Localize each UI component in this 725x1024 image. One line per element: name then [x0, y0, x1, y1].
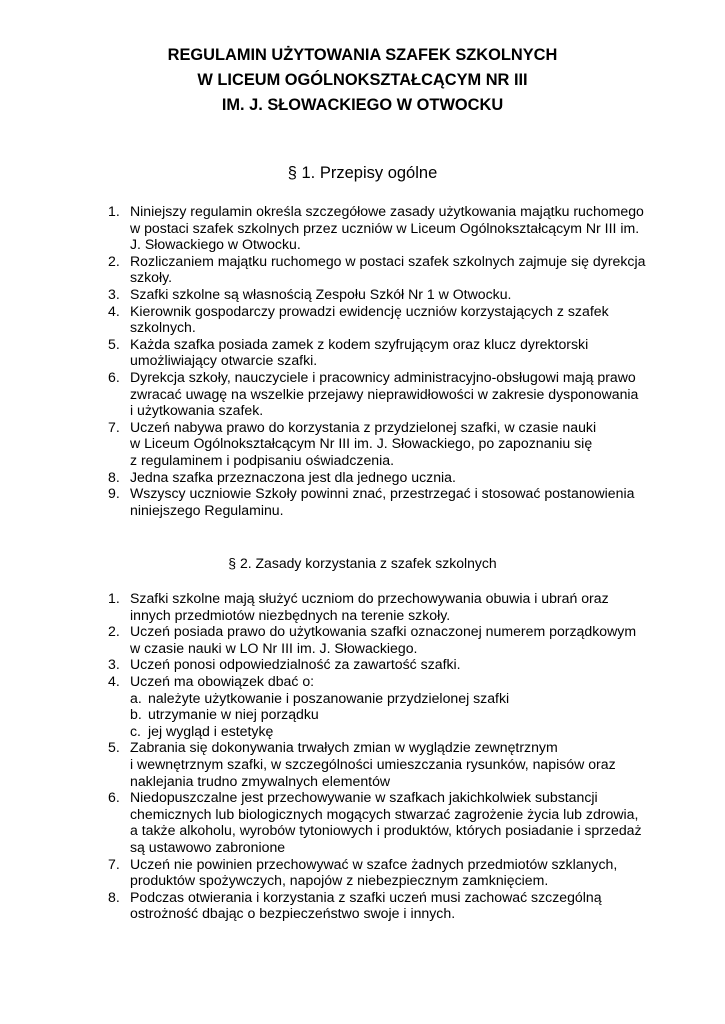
- list-item-text-line: Uczeń nabywa prawo do korzystania z przydzielonej szafki, w czasie nauki: [130, 418, 597, 435]
- list-item-text-line: ostrożność dbając o bezpieczeństwo swoje i innych.: [130, 905, 456, 922]
- list-item: [108, 789, 668, 855]
- section-1-list: [108, 203, 668, 518]
- list-item-number: 4.: [108, 672, 120, 689]
- list-item-number: 4.: [108, 302, 120, 319]
- list-item-text-line: Jedna szafka przeznaczona jest dla jednego ucznia.: [130, 468, 456, 485]
- list-item: [108, 673, 668, 690]
- list-item-number: 8.: [108, 888, 120, 905]
- list-item-text-line: Kierownik gospodarczy prowadzi ewidencję uczniów korzystających z szafek: [130, 302, 609, 319]
- list-item-number: b.: [130, 706, 142, 723]
- list-item-number: 3.: [108, 656, 120, 673]
- list-item-text-line: z regulaminem i podpisaniu oświadczenia.: [130, 451, 395, 468]
- list-item-text-line: Szafki szkolne są własnością Zespołu Szkół Nr 1 w Otwocku.: [130, 285, 512, 302]
- list-item-text-line: Wszyscy uczniowie Szkoły powinni znać, przestrzegać i stosować postanowienia: [130, 485, 635, 502]
- list-item-text-line: chemicznych lub biologicznych mogących stwarzać zagrożenie życia lub zdrowia,: [130, 805, 639, 822]
- list-item-text-line: należyte użytkowanie i poszanowanie przydzielonej szafki: [148, 689, 510, 706]
- list-item: [108, 656, 668, 673]
- list-item-text-line: innych przedmiotów niezbędnych na terenie szkoły.: [130, 606, 451, 623]
- list-item-text-line: utrzymanie w niej porządku: [148, 706, 319, 723]
- list-item-number: 6.: [108, 368, 120, 385]
- list-item-text-line: Uczeń posiada prawo do użytkowania szafki oznaczonej numerem porządkowym: [130, 623, 637, 640]
- list-item-text-line: w czasie nauki w LO Nr III im. J. Słowackiego.: [130, 639, 418, 656]
- document-title-line-3: IM. J. SŁOWACKIEGO W OTWOCKU: [221, 96, 504, 114]
- list-item-text-line: naklejania trudno zmywalnych elementów: [130, 772, 391, 789]
- list-subitem: [108, 723, 668, 740]
- list-item: [108, 419, 668, 469]
- list-item-text-line: niniejszego Regulaminu.: [130, 501, 284, 518]
- list-item-text-line: i wewnętrznym szafki, w szczególności umieszczania rysunków, napisów oraz: [130, 755, 616, 772]
- list-item-text-line: Każda szafka posiada zamek z kodem szyfrującym oraz klucz dyrektorski: [130, 335, 589, 352]
- list-item: [108, 469, 668, 486]
- list-item-number: 1.: [108, 203, 120, 219]
- list-item-text-line: i użytkowania szafek.: [130, 402, 264, 419]
- list-item-text-line: Uczeń nie powinien przechowywać w szafce żadnych przedmiotów szklanych,: [130, 855, 618, 872]
- section-2-heading: § 2. Zasady korzystania z szafek szkolnych: [228, 555, 497, 571]
- list-item-text-line: Dyrekcja szkoły, nauczyciele i pracownicy administracyjno-obsługowi mają prawo: [130, 368, 636, 385]
- list-item-text-line: jej wygląd i estetykę: [148, 722, 274, 739]
- list-item-number: 6.: [108, 789, 120, 806]
- list-item-number: 2.: [108, 252, 120, 269]
- list-item-text-line: a także alkoholu, wyrobów tytoniowych i produktów, których posiadanie i sprzedaż: [130, 822, 642, 839]
- list-item: [108, 336, 668, 369]
- list-subitem: [108, 690, 668, 707]
- list-item-text-line: Szafki szkolne mają służyć uczniom do przechowywania obuwia i ubrań oraz: [130, 590, 609, 606]
- list-item: [108, 485, 668, 518]
- section-1-heading: § 1. Przepisy ogólne: [287, 164, 438, 182]
- list-item-number: 3.: [108, 285, 120, 302]
- list-item: [108, 856, 668, 889]
- list-item-text-line: w postaci szafek szkolnych przez uczniów w Liceum Ogólnokształcącym Nr III im.: [130, 219, 640, 236]
- list-item: [108, 623, 668, 656]
- list-item-text-line: Niniejszy regulamin określa szczegółowe zasady użytkowania majątku ruchomego: [130, 203, 644, 219]
- list-item-number: 7.: [108, 855, 120, 872]
- list-item-number: 2.: [108, 623, 120, 640]
- list-item-text-line: są ustawowo zabronione: [130, 838, 286, 855]
- list-item-text-line: produktów spożywczych, napojów z niebezpiecznym zamknięciem.: [130, 872, 549, 889]
- list-item-number: 5.: [108, 335, 120, 352]
- list-item: [108, 303, 668, 336]
- list-item-text-line: Zabrania się dokonywania trwałych zmian w wyglądzie zewnętrznym: [130, 739, 558, 756]
- list-item-text-line: szkolnych.: [130, 319, 196, 336]
- list-item-text-line: Podczas otwierania i korzystania z szafki uczeń musi zachować szczególną: [130, 888, 602, 905]
- list-item-number: 7.: [108, 418, 120, 435]
- list-item: [108, 739, 668, 789]
- list-item: [108, 253, 668, 286]
- list-item-number: 5.: [108, 739, 120, 756]
- list-item-number: 9.: [108, 485, 120, 502]
- list-item: [108, 369, 668, 419]
- list-item-number: c.: [130, 722, 141, 739]
- list-item-text-line: Niedopuszczalne jest przechowywanie w szafkach jakichkolwiek substancji: [130, 789, 598, 806]
- list-item: [108, 889, 668, 922]
- list-item-text-line: zwracać uwagę na wszelkie przejawy nieprawidłowości w zakresie dysponowania: [130, 385, 639, 402]
- list-subitem: [108, 706, 668, 723]
- list-item-text-line: Uczeń ponosi odpowiedzialność za zawartość szafki.: [130, 656, 461, 673]
- list-item-text-line: szkoły.: [130, 269, 173, 286]
- list-item-text-line: J. Słowackiego w Otwocku.: [130, 236, 301, 253]
- list-item-number: 8.: [108, 468, 120, 485]
- list-item-text-line: Rozliczaniem majątku ruchomego w postaci szafek szkolnych zajmuje się dyrekcja: [130, 252, 646, 269]
- document-title-line-2: W LICEUM OGÓLNOKSZTAŁCĄCYM NR III: [197, 71, 528, 89]
- document-title-line-1: REGULAMIN UŻYTOWANIA SZAFEK SZKOLNYCH: [167, 46, 558, 64]
- list-item: [108, 203, 668, 253]
- list-item-number: a.: [130, 689, 142, 706]
- list-item: [108, 590, 668, 623]
- section-2-list: [108, 590, 668, 922]
- list-item: [108, 286, 668, 303]
- list-item-text-line: Uczeń ma obowiązek dbać o:: [130, 672, 315, 689]
- list-item-text-line: w Liceum Ogólnokształcącym Nr III im. J. Słowackiego, po zapoznaniu się: [130, 435, 593, 452]
- list-item-text-line: umożliwiający otwarcie szafki.: [130, 352, 318, 369]
- list-item-number: 1.: [108, 590, 120, 606]
